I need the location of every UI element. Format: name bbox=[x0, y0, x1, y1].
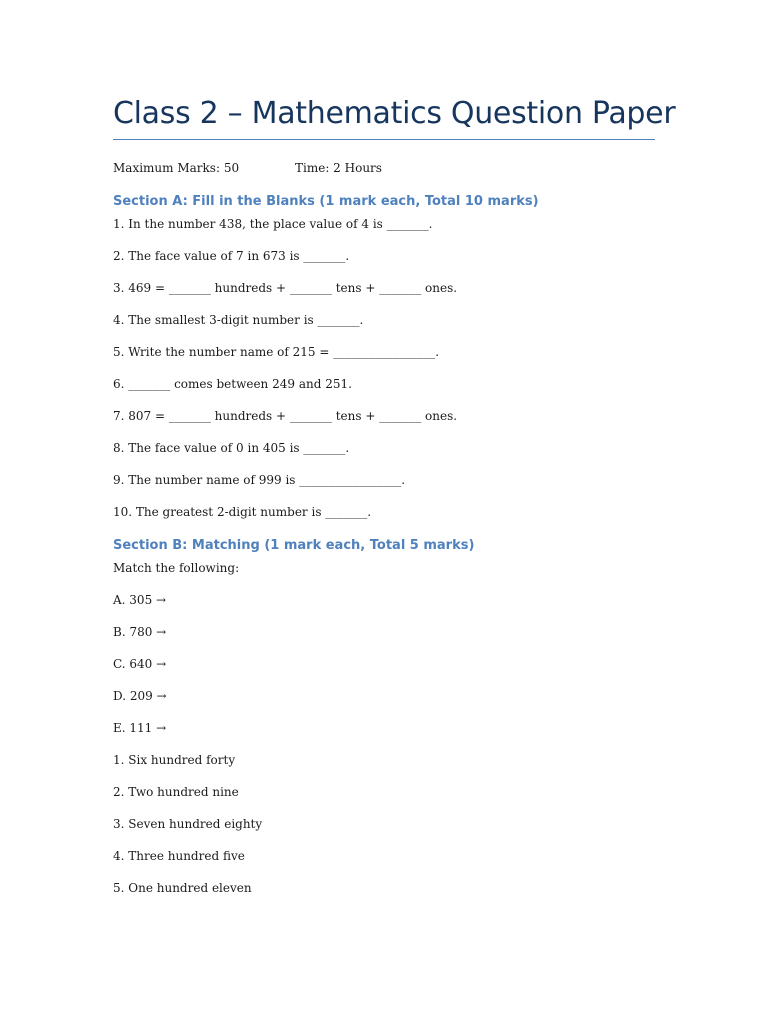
section-a-heading: Section A: Fill in the Blanks (1 mark each, Total 10 marks) bbox=[113, 194, 539, 209]
match-right-item-3: 3. Seven hundred eighty bbox=[113, 817, 263, 831]
question-9: 9. The number name of 999 is _________________. bbox=[113, 473, 406, 487]
question-2: 2. The face value of 7 in 673 is _______. bbox=[113, 249, 350, 263]
matching-instruction: Match the following: bbox=[113, 561, 240, 575]
question-1: 1. In the number 438, the place value of 4 is _______. bbox=[113, 217, 433, 231]
question-8: 8. The face value of 0 in 405 is _______. bbox=[113, 441, 350, 455]
match-right-item-4: 4. Three hundred five bbox=[113, 849, 245, 863]
question-4: 4. The smallest 3-digit number is _______. bbox=[113, 313, 364, 327]
match-left-item-d: D. 209 → bbox=[113, 689, 167, 703]
question-7: 7. 807 = _______ hundreds + _______ tens + _______ ones. bbox=[113, 409, 458, 423]
match-left-item-c: C. 640 → bbox=[113, 657, 167, 671]
title-underline bbox=[113, 139, 655, 140]
question-3: 3. 469 = _______ hundreds + _______ tens + _______ ones. bbox=[113, 281, 458, 295]
match-right-item-2: 2. Two hundred nine bbox=[113, 785, 239, 799]
question-10: 10. The greatest 2-digit number is _______. bbox=[113, 505, 372, 519]
maximum-marks: Maximum Marks: 50 bbox=[113, 161, 240, 175]
match-left-item-e: E. 111 → bbox=[113, 721, 167, 735]
section-b-heading: Section B: Matching (1 mark each, Total 5 marks) bbox=[113, 538, 475, 553]
match-left-item-b: B. 780 → bbox=[113, 625, 167, 639]
page-title: Class 2 – Mathematics Question Paper bbox=[113, 96, 676, 131]
match-right-item-5: 5. One hundred eleven bbox=[113, 881, 252, 895]
time-allowed: Time: 2 Hours bbox=[295, 161, 382, 175]
match-left-item-a: A. 305 → bbox=[113, 593, 167, 607]
match-right-item-1: 1. Six hundred forty bbox=[113, 753, 236, 767]
question-6: 6. _______ comes between 249 and 251. bbox=[113, 377, 352, 391]
question-5: 5. Write the number name of 215 = _________________. bbox=[113, 345, 440, 359]
